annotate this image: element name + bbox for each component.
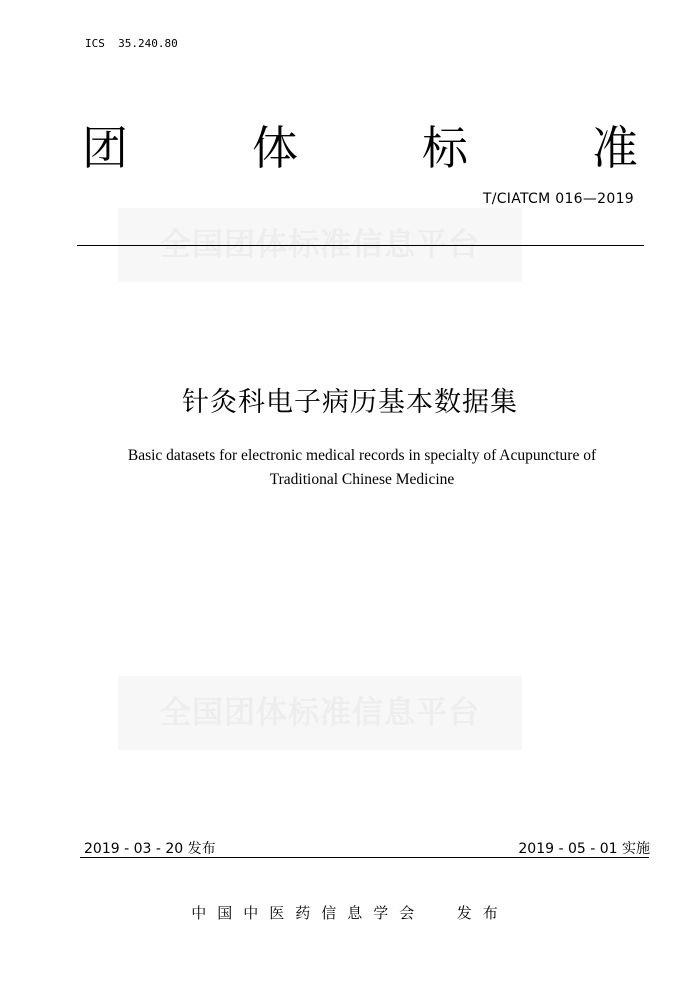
watermark-bottom: 全国团体标准信息平台 — [118, 676, 522, 750]
standard-type-char: 团 — [82, 121, 128, 175]
standard-type-char: 标 — [422, 121, 468, 175]
standard-type-char: 准 — [592, 121, 638, 175]
publisher: 中国中医药信息学会 发布 — [191, 904, 509, 922]
chinese-title: 针灸科电子病历基本数据集 — [182, 387, 518, 418]
standard-type-heading — [82, 118, 638, 178]
effective-date: 2019 - 05 - 01 实施 — [518, 841, 650, 857]
header-divider — [77, 245, 644, 246]
english-title — [100, 444, 624, 492]
standard-number: T/CIATCM 016—2019 — [482, 191, 634, 207]
english-title-line2: Traditional Chinese Medicine — [269, 471, 455, 488]
standard-type-char: 体 — [252, 121, 298, 175]
english-title-line1: Basic datasets for electronic medical records in specialty of Acupuncture of — [127, 447, 597, 464]
ics-code: ICS 35.240.80 — [85, 37, 178, 50]
publish-date: 2019 - 03 - 20 发布 — [84, 841, 216, 857]
footer-divider — [80, 857, 649, 858]
watermark-top: 全国团体标准信息平台 — [118, 208, 522, 282]
